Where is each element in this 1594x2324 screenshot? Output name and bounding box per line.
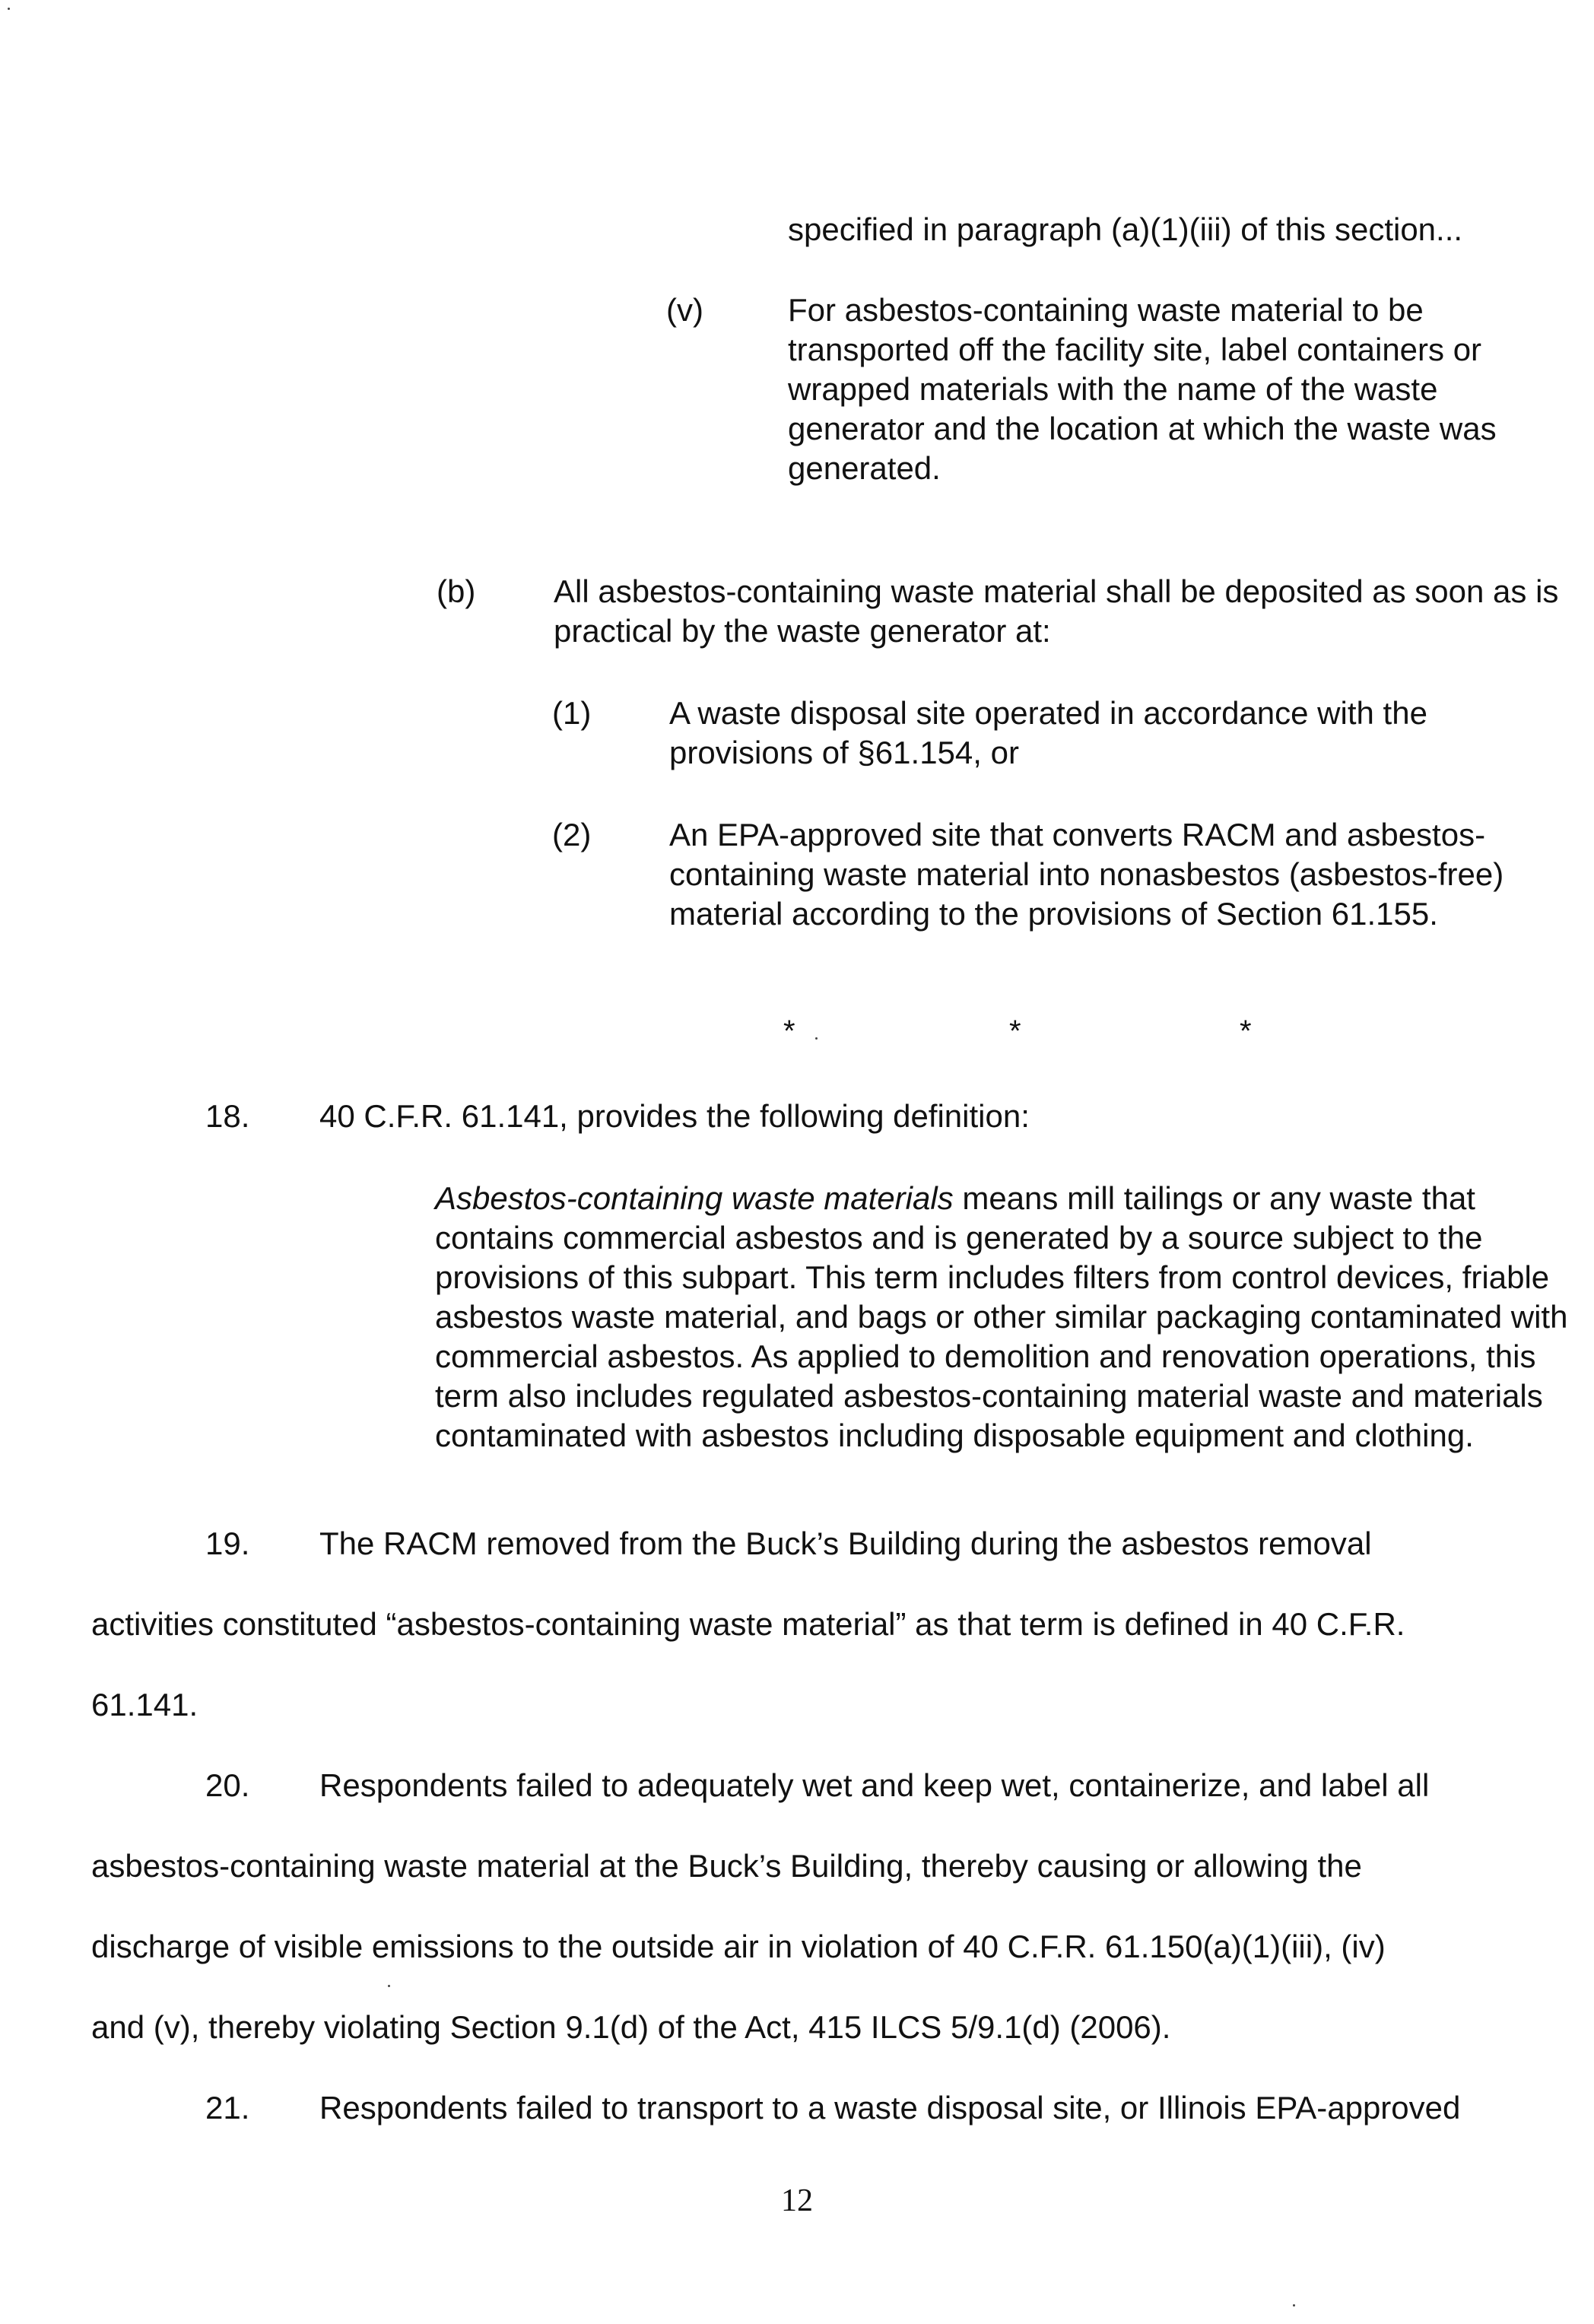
item-b-label: (b): [437, 573, 476, 609]
scan-speck: [8, 8, 10, 10]
definition-text: means mill tailings or any waste that contains commercial asbestos and is generated by a source subject to the provisions of this subpart. This term includes filters from control devices, friable asbestos waste material, and bags or other similar packaging contaminated with commercial asbestos. As applied to demolition and renovation operations, this term also includes regulated asbestos-containing material waste and materials contaminated with asbestos including disposable equipment and clothing.: [435, 1180, 1568, 1453]
paragraph-19-line: The RACM removed from the Buck’s Building during the asbestos removal: [319, 1526, 1372, 1561]
ellipsis-star: *: [1009, 1014, 1021, 1048]
paragraph-18-text: 40 C.F.R. 61.141, provides the following definition:: [319, 1098, 1030, 1134]
paragraph-20-line: Respondents failed to adequately wet and keep wet, containerize, and label all: [319, 1767, 1430, 1803]
item-b1-text: A waste disposal site operated in accordance with the provisions of §61.154, or: [669, 695, 1427, 770]
item-v-text: For asbestos-containing waste material to be transported off the facility site, label containers or wrapped materials with the name of the waste generator and the location at which the waste was generated.: [788, 292, 1497, 486]
paragraph-20-line: and (v), thereby violating Section 9.1(d) of the Act, 415 ILCS 5/9.1(d) (2006).: [91, 2009, 1171, 2045]
page-number: 12: [781, 2183, 813, 2218]
paragraph-19-line: activities constituted “asbestos-containing waste material” as that term is defined in 40 C.F.R.: [91, 1606, 1405, 1642]
item-v-label: (v): [666, 292, 703, 328]
ellipsis-star: *: [783, 1014, 795, 1048]
item-b-text: All asbestos-containing waste material shall be deposited as soon as is practical by the waste generator at:: [554, 573, 1559, 649]
paragraph-20-number: 20.: [205, 1767, 250, 1803]
item-b2-text: An EPA-approved site that converts RACM and asbestos-containing waste material into nonasbestos (asbestos-free) material according to the provisions of Section 61.155.: [669, 817, 1504, 932]
paragraph-19-number: 19.: [205, 1526, 250, 1561]
scan-speck: [388, 1985, 390, 1987]
paragraph-18-number: 18.: [205, 1098, 250, 1134]
scan-speck: [815, 1037, 818, 1040]
ellipsis-star: *: [1240, 1014, 1252, 1048]
paragraph-19-line: 61.141.: [91, 1687, 198, 1722]
item-b2-label: (2): [552, 817, 592, 852]
paragraph-20-line: discharge of visible emissions to the outside air in violation of 40 C.F.R. 61.150(a)(1)(iii), (iv): [91, 1929, 1386, 1964]
item-b1-label: (1): [552, 695, 592, 731]
paragraph-21-number: 21.: [205, 2090, 250, 2126]
continuation-line: specified in paragraph (a)(1)(iii) of this section...: [788, 211, 1463, 247]
paragraph-21-line: Respondents failed to transport to a waste disposal site, or Illinois EPA-approved: [319, 2090, 1461, 2126]
paragraph-20-line: asbestos-containing waste material at the Buck’s Building, thereby causing or allowing the: [91, 1848, 1362, 1884]
definition-term: Asbestos-containing waste materials: [435, 1180, 954, 1216]
scan-speck: [1293, 2304, 1295, 2307]
definition-block: [435, 1179, 1576, 1456]
